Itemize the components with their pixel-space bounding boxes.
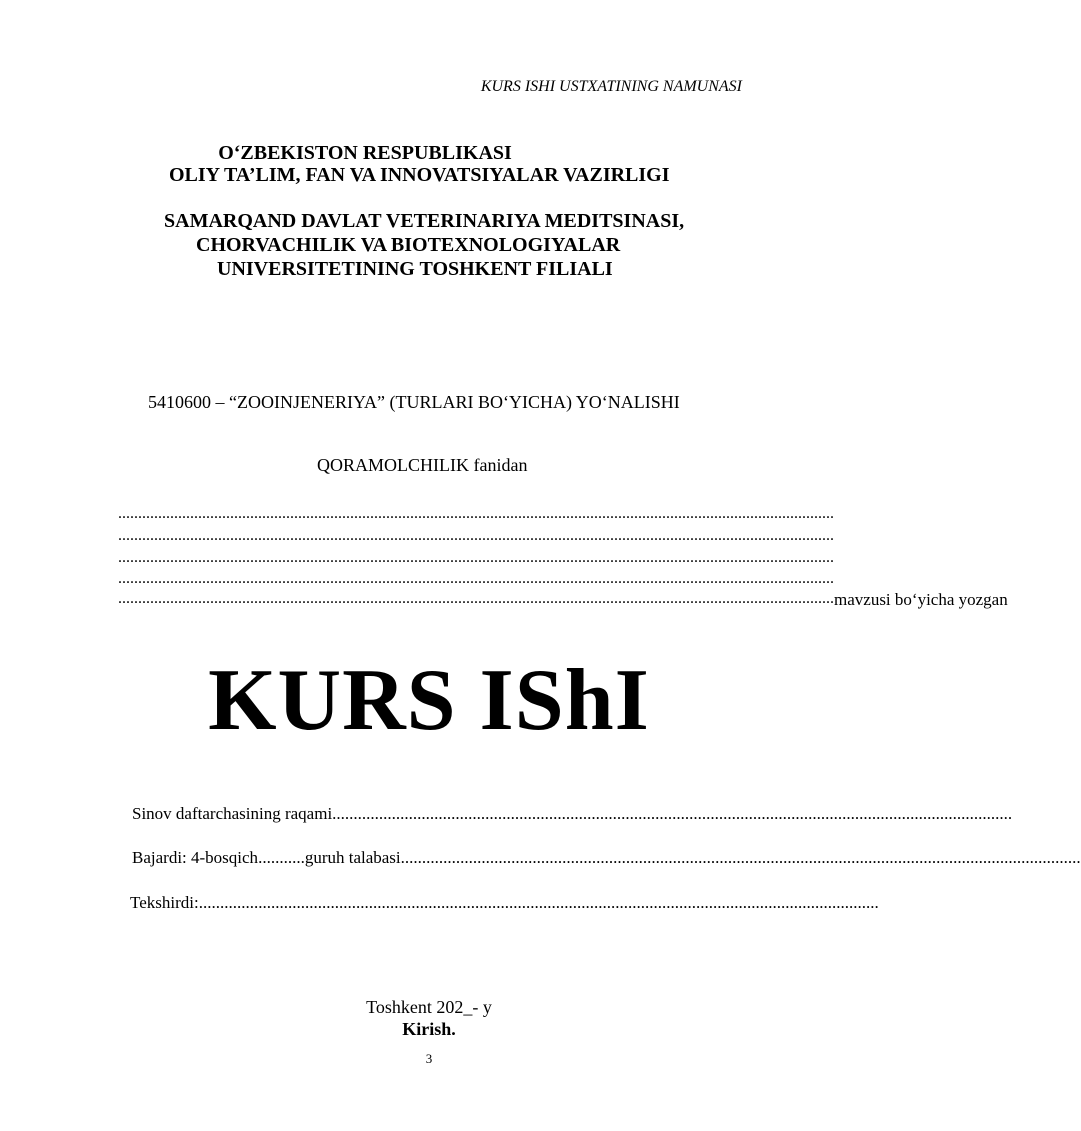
topic-dots-fill: ...................................................................................................................................................................................: [118, 590, 834, 607]
subject-line: QORAMOLCHILIK fanidan: [317, 455, 528, 475]
topic-dots-line: ...................................................................................................................................................................................: [118, 549, 834, 566]
performed-mid-dots: ...........: [258, 848, 305, 867]
intro-heading: Kirish.: [402, 1019, 456, 1039]
topic-dots-line: ...................................................................................................................................................................................: [118, 527, 834, 544]
checked-dots: ................................................................................................................................................................: [198, 893, 879, 912]
topic-dots-line: ...................................................................................................................................................................................: [118, 505, 834, 522]
ministry-line-1: O‘ZBEKISTON RESPUBLIKASI: [218, 142, 512, 164]
topic-end-line: [118, 590, 1008, 610]
header-note: KURS ISHI USTXATINING NAMUNASI: [480, 78, 742, 95]
page-number: 3: [425, 1051, 433, 1066]
city-year: Toshkent 202_- y: [366, 997, 492, 1017]
checked-label: Tekshirdi:: [130, 893, 199, 912]
direction-line: 5410600 – “ZOOINJENERIYA” (TURLARI BO‘YICHA) YO‘NALISHI: [148, 392, 680, 412]
university-line-3: UNIVERSITETINING TOSHKENT FILIALI: [217, 258, 613, 280]
record-book-dots: ................................................................................................................................................................: [332, 804, 1013, 823]
performed-dots: ................................................................................................................................................................: [400, 848, 1081, 867]
topic-end-text: mavzusi bo‘yicha yozgan: [834, 590, 1008, 609]
university-line-1: SAMARQAND DAVLAT VETERINARIYA MEDITSINASI,: [164, 210, 685, 232]
topic-dots-line: ...................................................................................................................................................................................: [118, 570, 834, 587]
document-title: KURS IShI: [208, 652, 650, 749]
performed-label: Bajardi: 4-bosqich: [132, 848, 259, 867]
ministry-line-2: OLIY TA’LIM, FAN VA INNOVATSIYALAR VAZIRLIGI: [169, 164, 670, 186]
university-line-2: CHORVACHILIK VA BIOTEXNOLOGIYALAR: [196, 234, 621, 256]
checked-field: [130, 893, 879, 913]
record-book-label: Sinov daftarchasining raqami: [132, 804, 333, 823]
performed-field: [132, 848, 1081, 868]
record-book-field: [132, 804, 1013, 824]
group-label: guruh talabasi: [304, 848, 401, 867]
